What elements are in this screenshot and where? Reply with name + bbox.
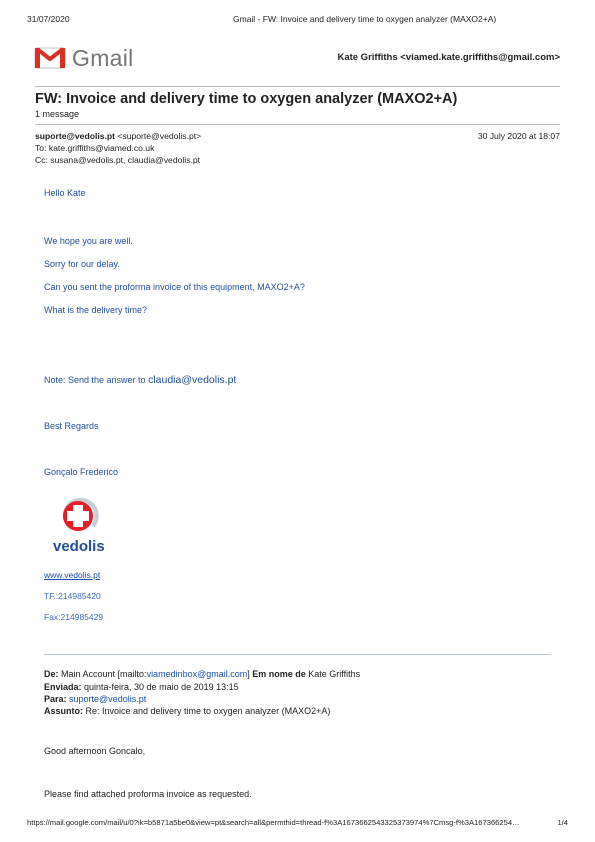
divider [35,86,560,87]
sender-name: suporte@vedolis.pt [35,131,116,141]
sender-email: <suporte@vedolis.pt> [117,131,202,141]
quoted-to [44,694,146,704]
signature-name: Gonçalo Frederico [44,467,119,477]
body-greeting: Hello Kate [44,188,86,198]
label-assunto: Assunto: [44,706,83,716]
body-line: Can you sent the proforma invoice of this equipment, MAXO2+A? [44,282,305,292]
quoted-subject [44,706,330,716]
sent-date: 30 July 2020 at 18:07 [477,131,560,141]
label-em-nome-de: Em nome de [252,669,306,679]
quoted-on-behalf: Kate Griffiths [305,669,361,679]
print-url: https://mail.google.com/mail/u/0?ik=b5871a5be0&view=pt&search=all&permthid=thread-f%3A1673662543325373974%7Cmsg-f%3A167366254… [27,818,520,827]
quoted-greeting: Good afternoon Goncalo, [44,746,146,756]
thread-subject: FW: Invoice and delivery time to oxygen analyzer (MAXO2+A) [35,91,458,107]
logo-text: vedolis [53,538,105,555]
print-date: 31/07/2020 [27,14,70,24]
quoted-from-text-end: ] [247,669,253,679]
quoted-from [44,669,360,679]
quoted-to-email-link[interactable]: suporte@vedolis.pt [69,694,147,704]
body-regards: Best Regards [44,421,99,431]
print-title: Gmail - FW: Invoice and delivery time to oxygen analyzer (MAXO2+A) [233,14,497,24]
quoted-subject-text: Re: Invoice and delivery time to oxygen analyzer (MAXO2+A) [83,706,331,716]
note-text: Note: Send the answer to [44,375,149,385]
message-count: 1 message [35,109,80,119]
vedolis-logo [52,492,108,556]
note-email-link[interactable]: claudia@vedolis.pt [148,374,237,386]
quoted-from-text: Main Account [mailto: [58,669,147,679]
label-enviada: Enviada: [44,682,82,692]
body-line: What is the delivery time? [44,305,148,315]
quoted-body-line: Please find attached proforma invoice as requested. [44,789,252,799]
body-line: Sorry for our delay. [44,259,120,269]
recipient-cc: Cc: susana@vedolis.pt, claudia@vedolis.pt [35,155,201,165]
label-de: De: [44,669,59,679]
quoted-sent [44,682,239,692]
quote-divider [44,654,551,655]
gmail-m-icon [34,46,66,70]
page-number: 1/4 [557,818,568,827]
website-link[interactable]: www.vedolis.pt [44,570,101,580]
body-note [44,374,236,386]
quoted-from-email-link[interactable]: viamedinbox@gmail.com [146,669,248,679]
body-line: We hope you are well. [44,236,133,246]
divider [35,124,560,125]
gmail-logo[interactable] [34,44,134,72]
recipient-to: To: kate.griffiths@viamed.co.uk [35,143,155,153]
fax-number: Fax:214985429 [44,612,104,622]
quoted-sent-date: quinta-feira, 30 de maio de 2019 13:15 [81,682,239,692]
account-label: Kate Griffiths <viamed.kate.griffiths@gmail.com> [337,52,560,63]
sender-line [35,131,201,141]
label-para: Para: [44,694,67,704]
phone-number: TF.:214985420 [44,591,101,601]
gmail-wordmark: Gmail [72,44,134,71]
